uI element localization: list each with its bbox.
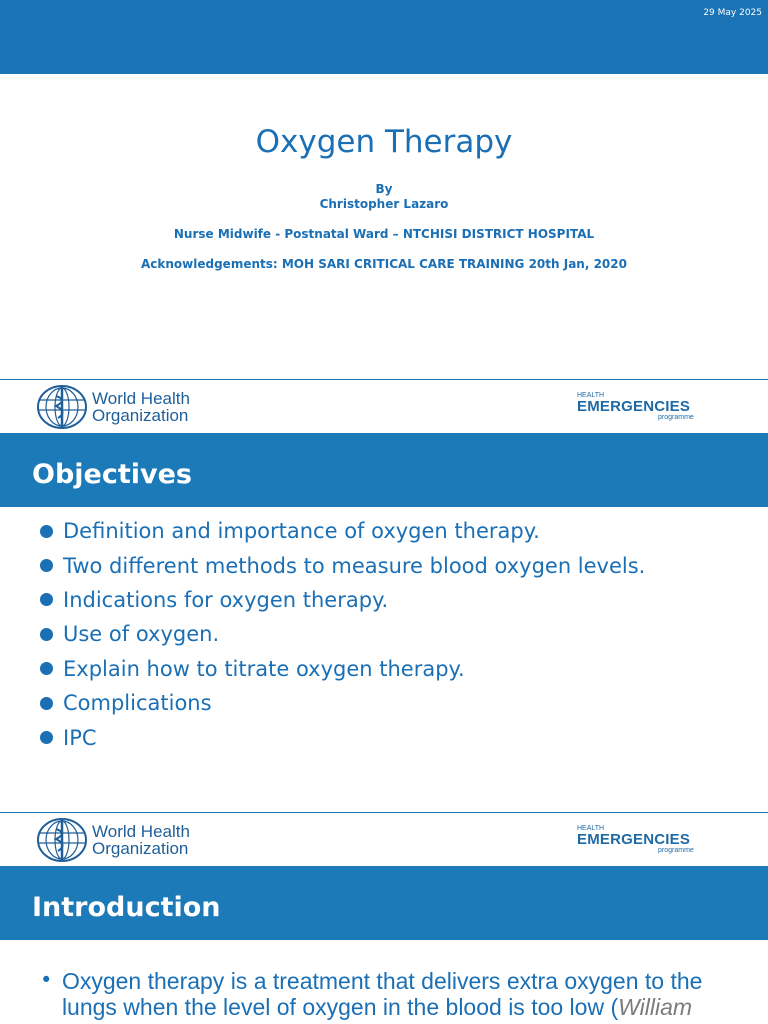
introduction-text <box>62 968 740 1020</box>
bullet-dot-icon <box>40 593 53 606</box>
who-logo <box>36 817 190 863</box>
bullet-dot-icon <box>40 628 53 641</box>
he-emergencies-label: EMERGENCIES <box>577 831 691 848</box>
health-emergencies-logo <box>577 392 707 421</box>
introduction-bullet <box>40 968 740 1020</box>
bullet-dot-icon <box>40 731 53 744</box>
who-line2: Organization <box>92 406 189 425</box>
intro-sentence: Oxygen therapy is a treatment that delivers extra oxygen to the lungs when the level of oxygen in the blood is too low ( <box>61 968 703 1020</box>
list-item-text: Explain how to titrate oxygen therapy. <box>63 656 465 681</box>
introduction-header <box>0 866 768 940</box>
author-name: Christopher Lazaro <box>319 197 449 211</box>
objectives-list <box>40 514 645 755</box>
list-item <box>40 720 645 754</box>
title-block <box>0 124 768 272</box>
who-emblem-icon <box>36 384 88 430</box>
list-item-text: Indications for oxygen therapy. <box>63 587 389 612</box>
he-health-label: HEALTH <box>577 825 605 832</box>
list-item <box>40 652 645 686</box>
who-line2: Organization <box>92 839 189 858</box>
bullet-icon: • <box>40 968 53 992</box>
list-item-text: Two different methods to measure blood oxygen levels. <box>63 553 646 578</box>
who-line1: World Health <box>92 822 190 841</box>
list-item <box>40 583 645 617</box>
objectives-title: Objectives <box>32 459 192 490</box>
presentation-title: Oxygen Therapy <box>255 124 513 160</box>
author-role: Nurse Midwife - Postnatal Ward – NTCHISI DISTRICT HOSPITAL <box>173 227 595 241</box>
list-item <box>40 514 645 548</box>
bullet-dot-icon <box>40 525 53 538</box>
who-emblem-icon <box>36 817 88 863</box>
acknowledgements: Acknowledgements: MOH SARI CRITICAL CARE TRAINING 20th Jan, 2020 <box>141 257 627 271</box>
who-logo <box>36 384 190 430</box>
list-item <box>40 548 645 582</box>
objectives-header <box>0 433 768 507</box>
list-item-text: Definition and importance of oxygen therapy. <box>63 519 540 544</box>
he-programme-label: programme <box>658 847 694 854</box>
he-programme-label: programme <box>658 414 694 421</box>
bullet-dot-icon <box>40 697 53 710</box>
citation: William <box>618 994 693 1020</box>
slide1-top-bar <box>0 0 768 74</box>
bullet-dot-icon <box>40 559 53 572</box>
footer-band <box>0 812 768 866</box>
bullet-dot-icon <box>40 662 53 675</box>
list-item-text: Use of oxygen. <box>63 622 220 647</box>
he-emergencies-label: EMERGENCIES <box>577 398 691 415</box>
list-item <box>40 686 645 720</box>
slide-date: 29 May 2025 <box>703 8 762 18</box>
by-label: By <box>375 182 393 196</box>
list-item <box>40 617 645 651</box>
list-item-text: IPC <box>63 725 97 750</box>
who-name <box>92 390 190 424</box>
who-name <box>92 823 190 857</box>
he-health-label: HEALTH <box>577 392 605 399</box>
health-emergencies-logo <box>577 825 707 854</box>
who-line1: World Health <box>92 389 190 408</box>
list-item-text: Complications <box>63 691 212 716</box>
introduction-title: Introduction <box>32 892 221 923</box>
footer-band <box>0 379 768 433</box>
